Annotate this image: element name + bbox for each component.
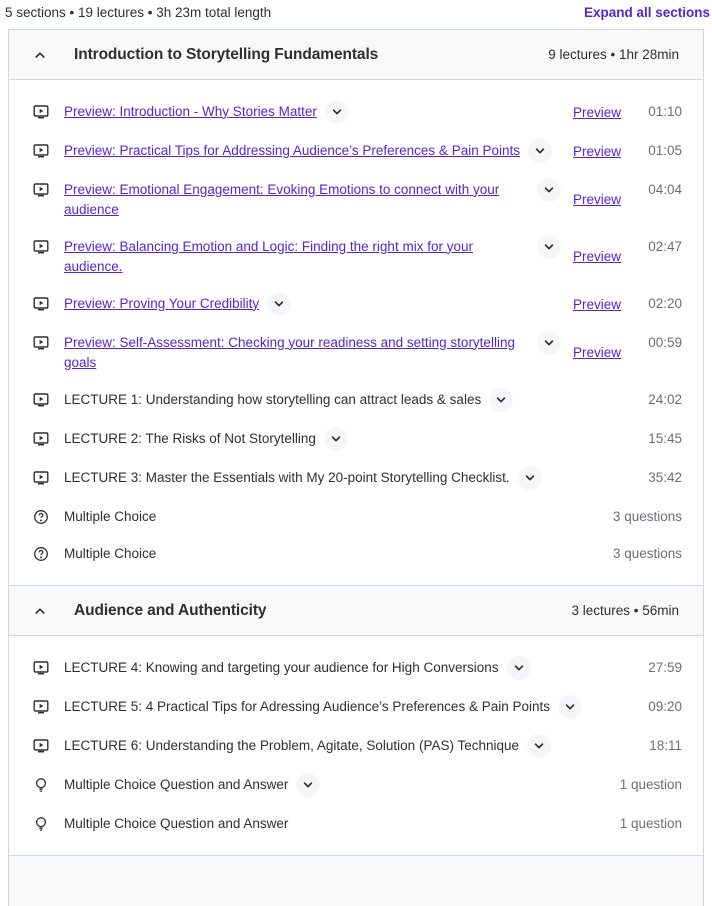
curriculum-item <box>33 228 682 285</box>
lecture-title-preview-link[interactable]: Preview: Emotional Engagement: Evoking Emotions to connect with your audience <box>64 181 500 217</box>
curriculum-item <box>33 459 682 498</box>
item-duration: 02:47 <box>648 238 682 254</box>
lecture-title-preview-link[interactable]: Preview: Practical Tips for Addressing Audience’s Preferences & Pain Points <box>64 142 520 158</box>
lecture-title-preview-link[interactable]: Preview: Balancing Emotion and Logic: Finding the right mix for your audience. <box>64 238 473 274</box>
item-duration: 27:59 <box>648 659 682 675</box>
video-icon <box>33 296 49 312</box>
item-title-wrap <box>64 658 635 680</box>
video-icon <box>33 392 49 408</box>
question-icon <box>33 509 49 525</box>
curriculum-item <box>33 688 682 727</box>
preview-link[interactable]: Preview <box>572 143 621 159</box>
expand-item-chevron-button[interactable] <box>267 292 291 316</box>
collapse-section-chevron-up-icon <box>33 48 47 62</box>
course-section <box>9 30 703 586</box>
question-count: 3 questions <box>612 545 682 561</box>
preview-link[interactable]: Preview <box>572 248 621 264</box>
curriculum-panel <box>8 29 704 906</box>
curriculum-item <box>33 805 682 842</box>
lecture-title: LECTURE 5: 4 Practical Tips for Adressing Audience’s Preferences & Pain Points <box>64 698 550 714</box>
lecture-title: LECTURE 1: Understanding how storytelling can attract leads & sales <box>64 391 482 407</box>
expand-item-chevron-button[interactable] <box>537 331 561 355</box>
video-icon <box>33 738 49 754</box>
section-items <box>9 80 703 586</box>
question-icon <box>33 546 49 562</box>
section-header[interactable] <box>9 30 703 80</box>
expand-item-chevron-button[interactable] <box>507 656 531 680</box>
preview-link[interactable]: Preview <box>572 296 621 312</box>
item-title-wrap <box>64 102 561 124</box>
expand-item-chevron-button[interactable] <box>527 734 551 758</box>
expand-all-sections-link[interactable]: Expand all sections <box>583 5 710 20</box>
lecture-title: LECTURE 6: Understanding the Problem, Agitate, Solution (PAS) Technique <box>64 737 519 753</box>
expand-item-chevron-button[interactable] <box>518 466 542 490</box>
lecture-title: Multiple Choice <box>64 508 157 524</box>
section-items <box>9 636 703 856</box>
item-duration: 24:02 <box>648 391 682 407</box>
item-duration: 01:05 <box>648 142 682 158</box>
curriculum-item <box>33 381 682 420</box>
curriculum-item <box>33 766 682 805</box>
bulb-icon <box>33 777 49 793</box>
lecture-title: Multiple Choice Question and Answer <box>64 815 289 831</box>
expand-item-chevron-button[interactable] <box>489 388 513 412</box>
section-meta: 3 lectures • 56min <box>571 603 679 618</box>
video-icon <box>33 239 49 255</box>
lecture-title-preview-link[interactable]: Preview: Self-Assessment: Checking your readiness and setting storytelling goals <box>64 334 515 370</box>
curriculum-topbar <box>0 0 712 20</box>
curriculum-item <box>33 649 682 688</box>
video-icon <box>33 182 49 198</box>
curriculum-item <box>33 324 682 381</box>
curriculum-item <box>33 535 682 572</box>
item-title-wrap <box>64 180 561 220</box>
item-title-wrap <box>64 468 635 490</box>
lecture-title-preview-link[interactable]: Preview: Proving Your Credibility <box>64 295 260 311</box>
preview-link[interactable]: Preview <box>572 191 621 207</box>
section-meta: 9 lectures • 1hr 28min <box>548 47 679 62</box>
section-header[interactable] <box>9 586 703 636</box>
item-title-wrap <box>64 294 561 316</box>
preview-link[interactable]: Preview <box>572 104 621 120</box>
video-icon <box>33 470 49 486</box>
curriculum-summary: 5 sections • 19 lectures • 3h 23m total length <box>5 5 272 20</box>
curriculum-item <box>33 93 682 132</box>
item-title-wrap <box>64 333 561 373</box>
item-title-wrap <box>64 775 610 797</box>
video-icon <box>33 335 49 351</box>
item-title-wrap <box>64 544 603 564</box>
section-title: Audience and Authenticity <box>74 601 267 619</box>
bulb-icon <box>33 816 49 832</box>
item-title-wrap <box>64 697 635 719</box>
curriculum-item <box>33 420 682 459</box>
lecture-title: LECTURE 4: Knowing and targeting your audience for High Conversions <box>64 659 499 675</box>
curriculum-item <box>33 285 682 324</box>
video-icon <box>33 431 49 447</box>
collapsed-section-header-partial[interactable] <box>9 856 703 906</box>
section-title: Introduction to Storytelling Fundamentals <box>74 45 379 63</box>
curriculum-item <box>33 727 682 766</box>
item-title-wrap <box>64 429 635 451</box>
lecture-title: Multiple Choice Question and Answer <box>64 776 289 792</box>
expand-item-chevron-button[interactable] <box>558 695 582 719</box>
item-duration: 02:20 <box>648 295 682 311</box>
item-title-wrap <box>64 507 603 527</box>
curriculum-item <box>33 132 682 171</box>
item-title-wrap <box>64 814 610 834</box>
lecture-title-preview-link[interactable]: Preview: Introduction - Why Stories Matter <box>64 103 317 119</box>
video-icon <box>33 660 49 676</box>
expand-item-chevron-button[interactable] <box>537 235 561 259</box>
item-duration: 09:20 <box>648 698 682 714</box>
item-title-wrap <box>64 237 561 277</box>
course-section <box>9 586 703 856</box>
item-title-wrap <box>64 390 635 412</box>
item-duration: 00:59 <box>648 334 682 350</box>
curriculum-item <box>33 498 682 535</box>
item-title-wrap <box>64 141 561 163</box>
item-duration: 01:10 <box>648 103 682 119</box>
item-duration: 18:11 <box>649 737 682 753</box>
video-icon <box>33 699 49 715</box>
expand-item-chevron-button[interactable] <box>537 178 561 202</box>
video-icon <box>33 143 49 159</box>
lecture-title: Multiple Choice <box>64 545 157 561</box>
collapse-section-chevron-up-icon <box>33 604 47 618</box>
question-count: 1 question <box>619 776 682 792</box>
preview-link[interactable]: Preview <box>572 344 621 360</box>
question-count: 3 questions <box>612 508 682 524</box>
expand-item-chevron-button[interactable] <box>324 427 348 451</box>
item-duration: 04:04 <box>648 181 682 197</box>
curriculum-item <box>33 171 682 228</box>
lecture-title: LECTURE 3: Master the Essentials with My 20-point Storytelling Checklist. <box>64 469 510 485</box>
expand-item-chevron-button[interactable] <box>296 773 320 797</box>
item-duration: 15:45 <box>648 430 682 446</box>
expand-item-chevron-button[interactable] <box>528 139 552 163</box>
item-duration: 35:42 <box>648 469 682 485</box>
question-count: 1 question <box>619 815 682 831</box>
item-title-wrap <box>64 736 635 758</box>
lecture-title: LECTURE 2: The Risks of Not Storytelling <box>64 430 316 446</box>
video-icon <box>33 104 49 120</box>
expand-item-chevron-button[interactable] <box>325 100 349 124</box>
